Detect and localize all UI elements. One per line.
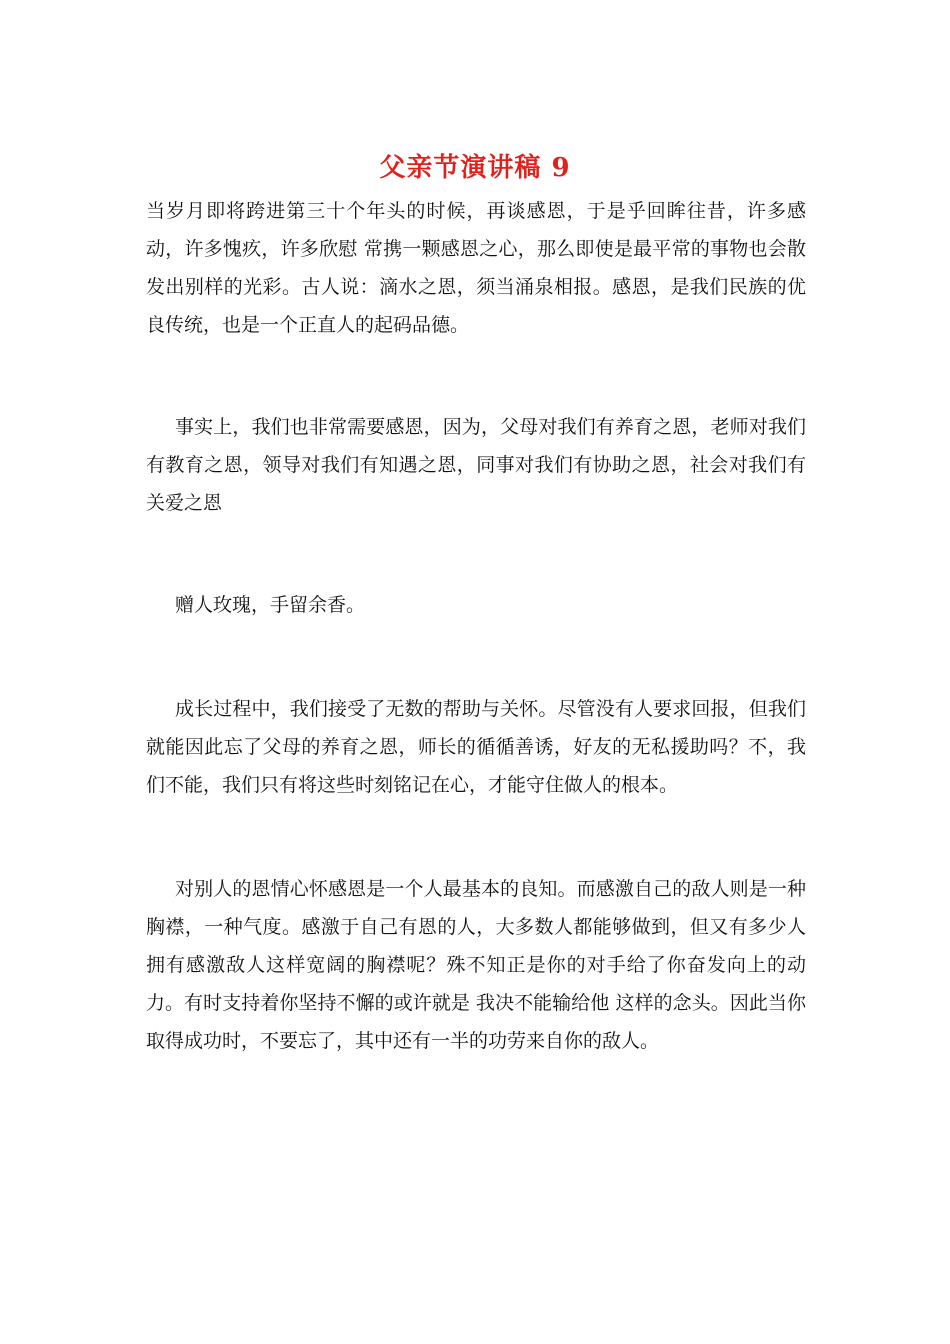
paragraph-1: 当岁月即将跨进第三十个年头的时候，再谈感恩，于是乎回眸往昔，许多感动，许多愧疚，许多欣慰 常携一颗感恩之心，那么即使是最平常的事物也会散发出别样的光彩。古人说：滴水之恩，须当涌泉相报。感恩，是我们民族的优良传统，也是一个正直人的起码品德。 [146,200,806,336]
document-title: 父亲节演讲稿 9 [379,153,571,183]
paragraph-3: 赠人玫瑰，手留余香。 [175,594,366,616]
paragraph-4: 成长过程中，我们接受了无数的帮助与关怀。尽管没有人要求回报，但我们就能因此忘了父母的养育之恩，师长的循循善诱，好友的无私援助吗？不，我们不能，我们只有将这些时刻铭记在心，才能守住做人的根本。 [146,698,806,796]
paragraph-2: 事实上，我们也非常需要感恩，因为，父母对我们有养育之恩，老师对我们有教育之恩，领导对我们有知遇之恩，同事对我们有协助之恩，社会对我们有关爱之恩 [146,416,806,514]
paragraph-5: 对别人的恩情心怀感恩是一个人最基本的良知。而感激自己的敌人则是一种胸襟，一种气度。感激于自己有恩的人，大多数人都能够做到，但又有多少人拥有感激敌人这样宽阔的胸襟呢？殊不知正是你的对手给了你奋发向上的动力。有时支持着你坚持不懈的或许就是 我决不能输给他 这样的念头。因此当你取得成功时，不要忘了，其中还有一半的功劳来自你的敌人。 [146,878,806,1052]
